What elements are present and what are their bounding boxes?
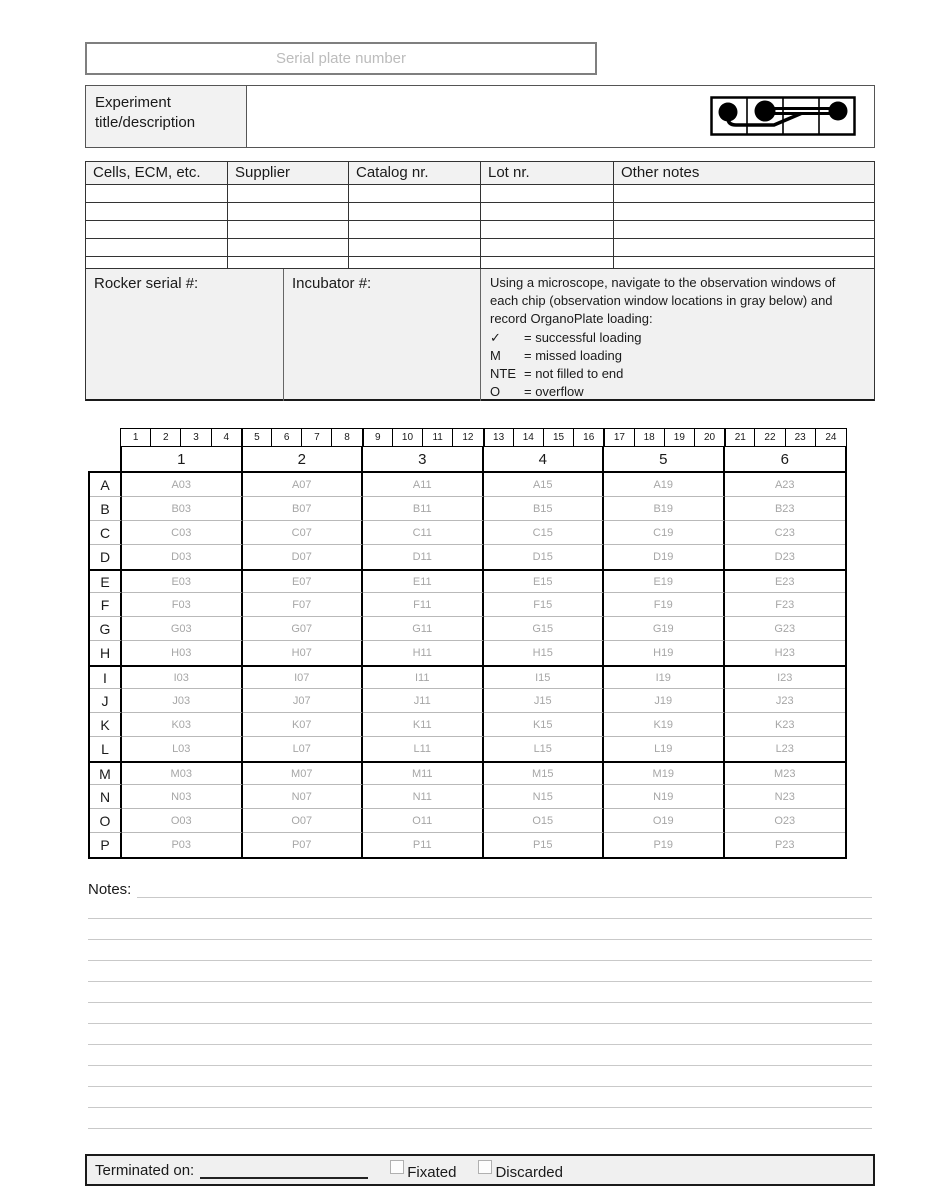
observation-window-cell[interactable]: M23 (725, 761, 846, 785)
observation-window-cell[interactable]: B23 (725, 497, 846, 521)
observation-window-cell[interactable]: J11 (363, 689, 484, 713)
observation-window-cell[interactable]: E07 (243, 569, 364, 593)
plate-row-label: A (90, 473, 122, 497)
experiment-title-field[interactable] (247, 86, 874, 147)
observation-window-cell[interactable]: I11 (363, 665, 484, 689)
plate-column-number: 7 (302, 429, 332, 446)
rocker-serial-field[interactable]: Rocker serial #: (86, 269, 284, 401)
plate-column-number: 14 (514, 429, 544, 446)
serial-plate-placeholder: Serial plate number (275, 50, 407, 67)
experiment-title-row (85, 85, 875, 148)
plate-column-number: 17 (603, 429, 634, 446)
observation-window-cell[interactable]: J19 (604, 689, 725, 713)
loading-instructions (481, 269, 874, 401)
plate-row-label: D (90, 545, 122, 569)
observation-window-cell[interactable]: F03 (122, 593, 243, 617)
materials-input-cell[interactable] (349, 185, 481, 202)
observation-window-cell[interactable]: F23 (725, 593, 846, 617)
observation-window-cell[interactable]: K15 (484, 713, 605, 737)
materials-input-cell[interactable] (614, 221, 874, 238)
observation-window-cell[interactable]: G07 (243, 617, 364, 641)
observation-window-cell[interactable]: D15 (484, 545, 605, 569)
materials-header-notes: Other notes (621, 164, 700, 181)
plate-row-label: H (90, 641, 122, 665)
plate-column-number: 1 (121, 429, 151, 446)
discarded-option (478, 1160, 563, 1181)
plate-group-header-row (120, 447, 847, 471)
observation-window-cell[interactable]: L03 (122, 737, 243, 761)
observation-window-cell[interactable]: G23 (725, 617, 846, 641)
plate-column-numbers-row (120, 428, 847, 447)
observation-window-cell[interactable]: P23 (774, 839, 795, 851)
plate-column-number: 20 (695, 429, 725, 446)
plate-column-number: 19 (665, 429, 695, 446)
observation-window-cell[interactable]: O23 (725, 809, 846, 833)
observation-window-cell[interactable]: L11 (363, 737, 484, 761)
legend-nte-symbol: NTE (490, 365, 516, 381)
notes-line[interactable] (88, 1024, 872, 1045)
observation-window-cell[interactable]: P03 (122, 833, 243, 857)
observation-window-cell[interactable]: E11 (363, 569, 484, 593)
plate-row-label: I (90, 665, 122, 689)
observation-window-cell[interactable]: O03 (122, 809, 243, 833)
plate-group-label: 6 (780, 450, 789, 468)
plate-row-label: G (90, 617, 122, 641)
plate-row-label: F (90, 593, 122, 617)
legend-nte (490, 365, 865, 383)
incubator-field[interactable]: Incubator #: (284, 269, 481, 401)
plate-column-number: 12 (453, 429, 483, 446)
terminated-on-label: Terminated on: (95, 1161, 195, 1179)
observation-window-cell[interactable]: P19 (604, 833, 725, 857)
observation-window-cell[interactable]: K03 (122, 713, 243, 737)
observation-window-cell[interactable]: G15 (484, 617, 605, 641)
notes-line[interactable] (137, 883, 872, 898)
observation-window-cell[interactable]: E23 (725, 569, 846, 593)
plate-column-number: 10 (393, 429, 423, 446)
plate-column-number: 2 (151, 429, 181, 446)
observation-window-cell[interactable]: D19 (604, 545, 725, 569)
materials-input-cell[interactable] (614, 185, 874, 202)
plate-row-label: O (90, 809, 122, 833)
materials-input-cell[interactable] (614, 203, 874, 220)
observation-window-cell[interactable]: E19 (604, 569, 725, 593)
observation-window-cell[interactable]: B11 (363, 497, 484, 521)
plate-group-label: 1 (122, 447, 243, 471)
observation-window-cell[interactable]: I19 (604, 665, 725, 689)
observation-window-cell[interactable]: D23 (774, 551, 795, 563)
materials-input-cell[interactable] (349, 221, 481, 238)
plate-column-number: 22 (755, 429, 785, 446)
notes-line[interactable] (88, 1066, 872, 1087)
plate-row-label: E (90, 569, 122, 593)
observation-window-cell[interactable]: J07 (243, 689, 364, 713)
legend-missed (490, 347, 865, 365)
observation-window-cell[interactable]: M03 (122, 761, 243, 785)
plate-grid (88, 428, 847, 859)
observation-window-cell[interactable]: C15 (484, 521, 605, 545)
materials-empty-row (86, 239, 874, 257)
serial-plate-number-input[interactable] (85, 42, 597, 75)
materials-input-cell[interactable] (349, 239, 481, 256)
fixated-checkbox[interactable] (390, 1160, 404, 1174)
materials-table-body (86, 185, 874, 274)
observation-window-cell[interactable]: K23 (725, 713, 846, 737)
observation-window-cell[interactable]: G19 (604, 617, 725, 641)
observation-window-cell[interactable]: H11 (363, 641, 484, 665)
observation-window-cell[interactable]: O19 (604, 809, 725, 833)
observation-window-cell[interactable]: M15 (484, 761, 605, 785)
observation-window-cell[interactable]: F19 (604, 593, 725, 617)
legend-overflow-text: = overflow (524, 383, 584, 399)
observation-window-cell[interactable]: E15 (484, 569, 605, 593)
plate-column-number: 3 (181, 429, 211, 446)
notes-section (88, 880, 872, 1129)
plate-row-label: C (90, 521, 122, 545)
observation-window-cell[interactable]: J15 (484, 689, 605, 713)
legend-missed-text: = missed loading (524, 347, 622, 363)
observation-window-cell[interactable]: H19 (604, 641, 725, 665)
observation-window-cell[interactable]: K11 (363, 713, 484, 737)
observation-window-cell[interactable]: N03 (122, 785, 243, 809)
notes-line[interactable] (88, 919, 872, 940)
observation-window-cell[interactable]: O07 (243, 809, 364, 833)
plate-column-number: 4 (212, 429, 242, 446)
experiment-title-label: Experiment title/description (86, 86, 247, 147)
observation-window-cell[interactable]: A15 (484, 473, 605, 497)
observation-window-cell[interactable]: I15 (484, 665, 605, 689)
observation-window-cell[interactable]: D07 (243, 545, 364, 569)
observation-window-cell[interactable]: F11 (363, 593, 484, 617)
plate-row-label: M (90, 761, 122, 785)
observation-window-cell[interactable]: A11 (363, 473, 484, 497)
materials-input-cell[interactable] (228, 185, 349, 202)
observation-window-cell[interactable]: H23 (774, 647, 795, 659)
materials-input-cell[interactable] (86, 203, 228, 220)
observation-window-cell[interactable]: C23 (725, 521, 846, 545)
materials-header-lot: Lot nr. (481, 162, 614, 184)
observation-window-cell[interactable]: B19 (604, 497, 725, 521)
plate-column-number: 9 (362, 429, 393, 446)
observation-window-cell[interactable]: I03 (122, 665, 243, 689)
plate-row-label: N (90, 785, 122, 809)
observation-window-cell[interactable]: C11 (363, 521, 484, 545)
observation-window-cell[interactable]: A03 (122, 473, 243, 497)
plate-column-number: 5 (241, 429, 272, 446)
discarded-label: Discarded (495, 1163, 563, 1181)
observation-window-cell[interactable]: D03 (122, 545, 243, 569)
materials-input-cell[interactable] (86, 185, 228, 202)
plate-column-number: 11 (423, 429, 453, 446)
observation-window-cell[interactable]: A07 (243, 473, 364, 497)
plate-row-label: P (90, 833, 122, 857)
legend-success (490, 329, 865, 347)
observation-window-cell[interactable]: B15 (484, 497, 605, 521)
materials-empty-row (86, 221, 874, 239)
materials-input-cell[interactable] (86, 221, 228, 238)
notes-line[interactable] (88, 1003, 872, 1024)
plate-column-number: 16 (574, 429, 604, 446)
observation-window-cell[interactable]: N19 (604, 785, 725, 809)
plate-row-label: L (90, 737, 122, 761)
notes-line[interactable] (88, 940, 872, 961)
materials-empty-row (86, 203, 874, 221)
plate-body-grid (88, 471, 847, 859)
materials-header-cells: Cells, ECM, etc. (86, 162, 228, 184)
materials-header-row (86, 162, 874, 185)
observation-window-cell[interactable]: L19 (604, 737, 725, 761)
checkmark-icon: ✓ (490, 329, 501, 345)
observation-window-cell[interactable]: E03 (122, 569, 243, 593)
plate-row-label: B (90, 497, 122, 521)
notes-line[interactable] (88, 1045, 872, 1066)
instructions-intro: Using a microscope, navigate to the observation windows of each chip (observation window locations in gray below) and record OrganoPlate loading: (490, 275, 836, 327)
plate-column-number: 24 (825, 432, 837, 443)
observation-window-cell[interactable]: O15 (484, 809, 605, 833)
plate-column-number: 18 (635, 429, 665, 446)
notes-line[interactable] (88, 982, 872, 1003)
chip-diagram-icon (710, 96, 856, 136)
materials-table (85, 161, 875, 275)
plate-column-number: 8 (332, 429, 362, 446)
observation-window-cell[interactable]: A19 (604, 473, 725, 497)
termination-bar (85, 1154, 875, 1186)
plate-column-number: 15 (544, 429, 574, 446)
observation-window-cell[interactable]: N15 (484, 785, 605, 809)
plate-column-number: 23 (786, 429, 816, 446)
observation-window-cell[interactable]: F07 (243, 593, 364, 617)
materials-input-cell[interactable] (614, 239, 874, 256)
materials-input-cell[interactable] (481, 203, 614, 220)
observation-window-cell[interactable]: B07 (243, 497, 364, 521)
terminated-date-field[interactable] (200, 1162, 368, 1179)
observation-window-cell[interactable]: B03 (122, 497, 243, 521)
observation-window-cell[interactable]: D11 (363, 545, 484, 569)
observation-window-cell[interactable]: P11 (363, 833, 484, 857)
plate-group-label: 4 (484, 447, 605, 471)
observation-window-cell[interactable]: L07 (243, 737, 364, 761)
observation-window-cell[interactable]: C07 (243, 521, 364, 545)
observation-window-cell[interactable]: G03 (122, 617, 243, 641)
plate-column-number: 6 (272, 429, 302, 446)
observation-window-cell[interactable]: O11 (363, 809, 484, 833)
observation-window-cell[interactable]: J23 (725, 689, 846, 713)
materials-input-cell[interactable] (481, 185, 614, 202)
observation-window-cell[interactable]: C03 (122, 521, 243, 545)
fixated-option (390, 1160, 456, 1181)
materials-empty-row (86, 185, 874, 203)
materials-header-catalog: Catalog nr. (349, 162, 481, 184)
plate-column-number: 21 (724, 429, 755, 446)
observation-window-cell[interactable]: M11 (363, 761, 484, 785)
observation-window-cell[interactable]: L15 (484, 737, 605, 761)
legend-nte-text: = not filled to end (524, 365, 624, 381)
legend-missed-symbol: M (490, 347, 501, 363)
materials-input-cell[interactable] (228, 239, 349, 256)
materials-input-cell[interactable] (86, 239, 228, 256)
plate-group-label: 5 (604, 447, 725, 471)
observation-window-cell[interactable]: K07 (243, 713, 364, 737)
observation-window-cell[interactable]: H15 (484, 641, 605, 665)
plate-group-label: 3 (363, 447, 484, 471)
observation-window-cell[interactable]: J03 (122, 689, 243, 713)
equipment-row (85, 268, 875, 401)
observation-window-cell[interactable]: P15 (484, 833, 605, 857)
materials-input-cell[interactable] (228, 221, 349, 238)
notes-label: Notes: (88, 881, 132, 898)
notes-line[interactable] (88, 1087, 872, 1108)
materials-input-cell[interactable] (349, 203, 481, 220)
materials-input-cell[interactable] (481, 221, 614, 238)
legend-overflow (490, 383, 865, 401)
observation-window-cell[interactable]: P07 (243, 833, 364, 857)
materials-header-supplier: Supplier (228, 162, 349, 184)
notes-line[interactable] (88, 1108, 872, 1129)
observation-window-cell[interactable]: H07 (243, 641, 364, 665)
observation-window-cell[interactable]: N11 (363, 785, 484, 809)
observation-window-cell[interactable]: I07 (243, 665, 364, 689)
notes-line[interactable] (88, 898, 872, 919)
materials-input-cell[interactable] (228, 203, 349, 220)
fixated-label: Fixated (407, 1163, 457, 1181)
legend-success-text: = successful loading (524, 329, 642, 345)
plate-row-label: K (90, 713, 122, 737)
observation-window-cell[interactable]: K19 (604, 713, 725, 737)
observation-window-cell[interactable]: M19 (604, 761, 725, 785)
observation-window-cell[interactable]: I23 (725, 665, 846, 689)
observation-window-cell[interactable]: A23 (725, 473, 846, 497)
discarded-checkbox[interactable] (478, 1160, 492, 1174)
observation-window-cell[interactable]: F15 (484, 593, 605, 617)
observation-window-cell[interactable]: N23 (725, 785, 846, 809)
plate-group-label: 2 (243, 447, 364, 471)
observation-window-cell[interactable]: L23 (775, 743, 794, 755)
legend-overflow-symbol: O (490, 383, 501, 399)
observation-window-cell[interactable]: C19 (604, 521, 725, 545)
notes-line[interactable] (88, 961, 872, 982)
observation-window-cell[interactable]: M07 (243, 761, 364, 785)
plate-column-number: 13 (483, 429, 514, 446)
materials-input-cell[interactable] (481, 239, 614, 256)
observation-window-cell[interactable]: G11 (363, 617, 484, 641)
plate-row-label: J (90, 689, 122, 713)
observation-window-cell[interactable]: H03 (122, 641, 243, 665)
observation-window-cell[interactable]: N07 (243, 785, 364, 809)
